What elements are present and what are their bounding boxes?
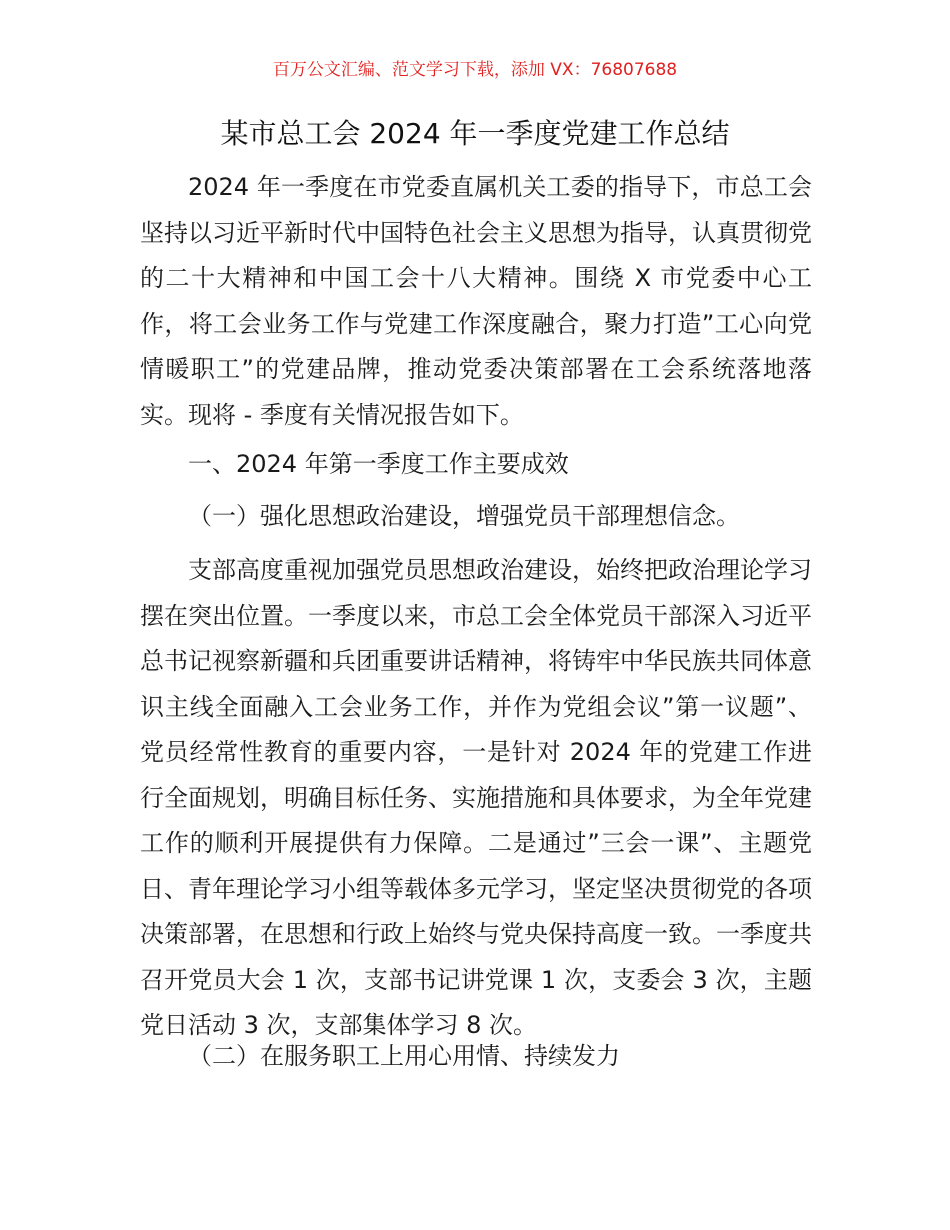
subsection-1-paragraph: 支部高度重视加强党员思想政治建设，始终把政治理论学习摆在突出位置。一季度以来，市总工会全体党员干部深入习近平总书记视察新疆和兵团重要讲话精神，将铸牢中华民族共同体意识主线全面融入工会业务工作，并作为党组会议”第一议题”、党员经常性教育的重要内容，一是针对 2024 年的党建工作进行全面规划，明确目标任务、实施措施和具体要求，为全年党建工作的顺利开展提供有力保障。二是通过”三会一课”、主题党日、青年理论学习小组等载体多元学习，坚定坚决贯彻党的各项决策部署，在思想和行政上始终与党央保持高度一致。一季度共召开党员大会 1 次，支部书记讲党课 1 次，支委会 3 次，主题党日活动 3 次，支部集体学习 8 次。: [140, 556, 812, 1039]
intro-block: [140, 165, 812, 438]
intro-paragraph: 2024 年一季度在市党委直属机关工委的指导下，市总工会坚持以习近平新时代中国特色社会主义思想为指导，认真贯彻党的二十大精神和中国工会十八大精神。围绕 X 市党委中心工作，将工会业务工作与党建工作深度融合，聚力打造”工心向党情暖职工”的党建品牌，推动党委决策部署在工会系统落地落实。现将 - 季度有关情况报告如下。: [140, 173, 812, 429]
watermark-banner: 百万公文汇编、范文学习下载，添加 VX：76807688: [272, 60, 678, 80]
subsection-2-heading-block: [140, 1034, 812, 1080]
subsection-1-heading: （一）强化思想政治建设，增强党员干部理想信念。: [188, 502, 740, 530]
section-1-heading: 一、2024 年第一季度工作主要成效: [188, 450, 569, 478]
document-title: 某市总工会 2024 年一季度党建工作总结: [220, 117, 730, 150]
section-1-block: [140, 442, 812, 488]
subsection-2-heading: （二）在服务职工上用心用情、持续发力: [188, 1042, 620, 1070]
subsection-1-body-block: [140, 548, 812, 1049]
subsection-1-heading-block: [140, 494, 812, 540]
